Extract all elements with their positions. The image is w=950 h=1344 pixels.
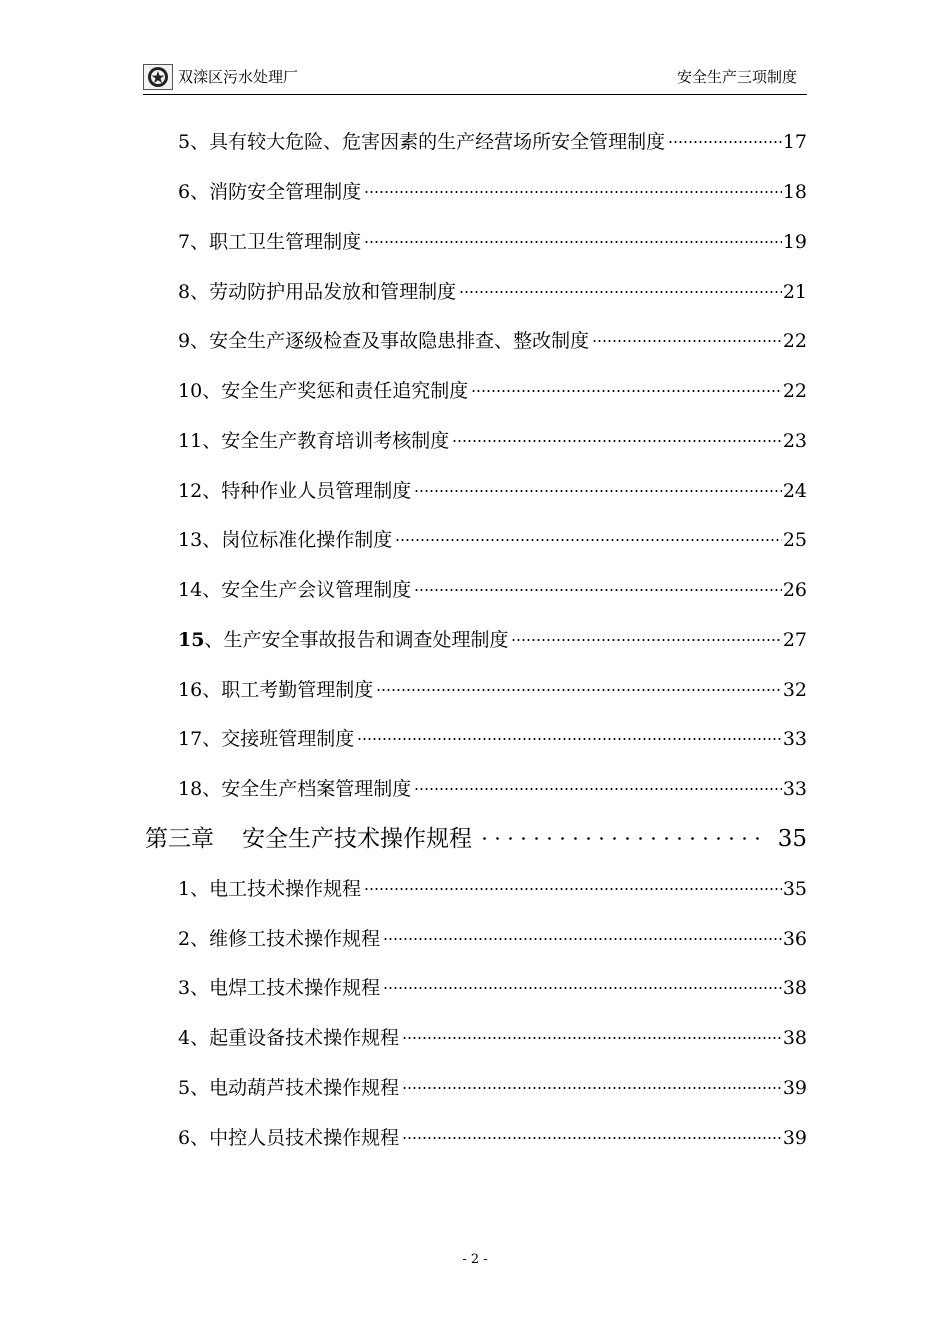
toc-entry[interactable]: 17、交接班管理制度 33 [178, 721, 807, 751]
toc-entry[interactable]: 6、中控人员技术操作规程 39 [178, 1120, 807, 1150]
toc-entry-number: 15 [178, 629, 205, 651]
toc-entry[interactable]: 16、职工考勤管理制度 32 [178, 672, 807, 702]
toc-entry-title: 电焊工技术操作规程 [209, 977, 381, 999]
toc-leader-dots [511, 622, 781, 646]
toc-leader-dots [402, 1120, 782, 1144]
toc-entry[interactable]: 3、电焊工技术操作规程 38 [178, 970, 807, 1000]
chapter-title: 安全生产技术操作规程 [242, 826, 472, 852]
toc-entry[interactable]: 5、具有较大危险、危害因素的生产经营场所安全管理制度 17 [178, 124, 807, 154]
toc-entry-title: 劳动防护用品发放和管理制度 [209, 281, 457, 303]
toc-entry[interactable]: 6、消防安全管理制度 18 [178, 174, 807, 204]
toc-leader-dots [414, 771, 782, 795]
toc-entry-page: 35 [782, 878, 807, 900]
toc-entry-title: 安全生产会议管理制度 [221, 579, 412, 601]
toc-entry-page: 38 [782, 977, 807, 999]
toc-entry-page: 32 [782, 679, 807, 701]
toc-chapter-heading[interactable] [145, 816, 807, 854]
toc-entry-page: 21 [782, 281, 807, 303]
toc-entry[interactable]: 1、电工技术操作规程 35 [178, 871, 807, 901]
toc-leader-dots [395, 522, 782, 546]
toc-entry[interactable]: 18、安全生产档案管理制度 33 [178, 771, 807, 801]
toc-entry[interactable]: 8、劳动防护用品发放和管理制度 21 [178, 274, 807, 304]
toc-entry-title: 交接班管理制度 [221, 728, 355, 750]
toc-entry-page: 24 [782, 480, 807, 502]
toc-entry-page: 39 [782, 1077, 807, 1099]
toc-entry[interactable]: 15、生产安全事故报告和调查处理制度 27 [178, 622, 807, 652]
toc-entry[interactable]: 7、职工卫生管理制度 19 [178, 224, 807, 254]
toc-leader-dots [459, 274, 782, 298]
toc-entry-title: 电工技术操作规程 [209, 878, 362, 900]
toc-entry-title: 电动葫芦技术操作规程 [209, 1077, 400, 1099]
toc-leader-dots [414, 572, 782, 596]
toc-entry-number: 6 [178, 181, 191, 203]
toc-leader-dots [364, 174, 782, 198]
toc-entry-page: 22 [782, 330, 807, 352]
toc-entry-number: 17 [178, 728, 203, 750]
toc-entry[interactable]: 9、安全生产逐级检查及事故隐患排查、整改制度 22 [178, 323, 807, 353]
toc-leader-dots [592, 323, 782, 347]
toc-entry-page: 18 [782, 181, 807, 203]
page-header [143, 62, 807, 95]
chapter-number: 第三章 [145, 826, 214, 852]
toc-entry-number: 4 [178, 1027, 191, 1049]
toc-entry[interactable]: 13、岗位标准化操作制度 25 [178, 522, 807, 552]
toc-entry-title: 生产安全事故报告和调查处理制度 [223, 629, 509, 651]
toc-entry-title: 安全生产教育培训考核制度 [221, 430, 450, 452]
toc-entry[interactable]: 12、特种作业人员管理制度 24 [178, 473, 807, 503]
toc-entry-number: 2 [178, 928, 191, 950]
toc-leader-dots [402, 1020, 782, 1044]
toc-leader-dots [668, 124, 782, 148]
toc-entry-page: 33 [782, 778, 807, 800]
toc-entry[interactable]: 14、安全生产会议管理制度 26 [178, 572, 807, 602]
toc-leader-dots [364, 871, 782, 895]
toc-leader-dots [452, 423, 782, 447]
toc-entry-number: 16 [178, 679, 203, 701]
toc-entry-number: 5 [178, 131, 191, 153]
toc-leader-dots [471, 373, 782, 397]
toc-leader-dots [376, 672, 782, 696]
toc-entry-number: 10 [178, 380, 203, 402]
toc-entry[interactable]: 4、起重设备技术操作规程 38 [178, 1020, 807, 1050]
toc-entry-page: 27 [782, 629, 807, 651]
toc-entry-number: 14 [178, 579, 203, 601]
toc-entry-number: 13 [178, 529, 203, 551]
toc-entry-title: 起重设备技术操作规程 [209, 1027, 400, 1049]
toc-entry-number: 18 [178, 778, 203, 800]
toc-entry-page: 22 [782, 380, 807, 402]
toc-entry-title: 岗位标准化操作制度 [221, 529, 393, 551]
company-name: 双滦区污水处理厂 [178, 68, 299, 86]
toc-leader-dots [357, 721, 782, 745]
toc-entry-title: 消防安全管理制度 [209, 181, 362, 203]
toc-entry-title: 安全生产逐级检查及事故隐患排查、整改制度 [209, 330, 590, 352]
toc-entry-title: 职工考勤管理制度 [221, 679, 374, 701]
toc-entry-number: 3 [178, 977, 191, 999]
toc-entry-title: 具有较大危险、危害因素的生产经营场所安全管理制度 [209, 131, 666, 153]
toc-entry[interactable]: 11、安全生产教育培训考核制度 23 [178, 423, 807, 453]
toc-entry-number: 9 [178, 330, 191, 352]
toc-leader-dots [414, 473, 782, 497]
company-logo-icon [143, 64, 173, 90]
toc-entry-number: 12 [178, 480, 203, 502]
toc-leader-dots [478, 816, 768, 846]
page-footer [0, 1252, 950, 1268]
toc-leader-dots [383, 970, 782, 994]
toc-entry-number: 7 [178, 231, 191, 253]
toc-entry-title: 职工卫生管理制度 [209, 231, 362, 253]
toc-entry-title: 安全生产档案管理制度 [221, 778, 412, 800]
toc-entry[interactable]: 2、维修工技术操作规程 36 [178, 921, 807, 951]
toc-entry-title: 中控人员技术操作规程 [209, 1127, 400, 1149]
toc-entry-page: 17 [782, 131, 807, 153]
toc-entry-page: 23 [782, 430, 807, 452]
toc-entry-page: 26 [782, 579, 807, 601]
toc-entry-number: 8 [178, 281, 191, 303]
toc-entry-title: 维修工技术操作规程 [209, 928, 381, 950]
toc-entry[interactable]: 10、安全生产奖惩和责任追究制度 22 [178, 373, 807, 403]
toc-leader-dots [364, 224, 782, 248]
toc-entry-title: 特种作业人员管理制度 [221, 480, 412, 502]
toc-entry-page: 19 [782, 231, 807, 253]
toc-entry-number: 5 [178, 1077, 191, 1099]
toc-entry-number: 1 [178, 878, 191, 900]
toc-entry-page: 38 [782, 1027, 807, 1049]
toc-leader-dots [383, 921, 782, 945]
toc-entry-page: 33 [782, 728, 807, 750]
toc-entry[interactable]: 5、电动葫芦技术操作规程 39 [178, 1070, 807, 1100]
toc-entry-number: 6 [178, 1127, 191, 1149]
toc-leader-dots [402, 1070, 782, 1094]
page-number: - 2 - [462, 1252, 488, 1267]
toc-entry-page: 36 [782, 928, 807, 950]
toc-entry-page: 39 [782, 1127, 807, 1149]
toc-entry-number: 11 [178, 430, 203, 452]
chapter-page: 35 [777, 826, 807, 852]
document-title: 安全生产三项制度 [676, 68, 797, 86]
toc-entry-page: 25 [782, 529, 807, 551]
toc-entry-title: 安全生产奖惩和责任追究制度 [221, 380, 469, 402]
